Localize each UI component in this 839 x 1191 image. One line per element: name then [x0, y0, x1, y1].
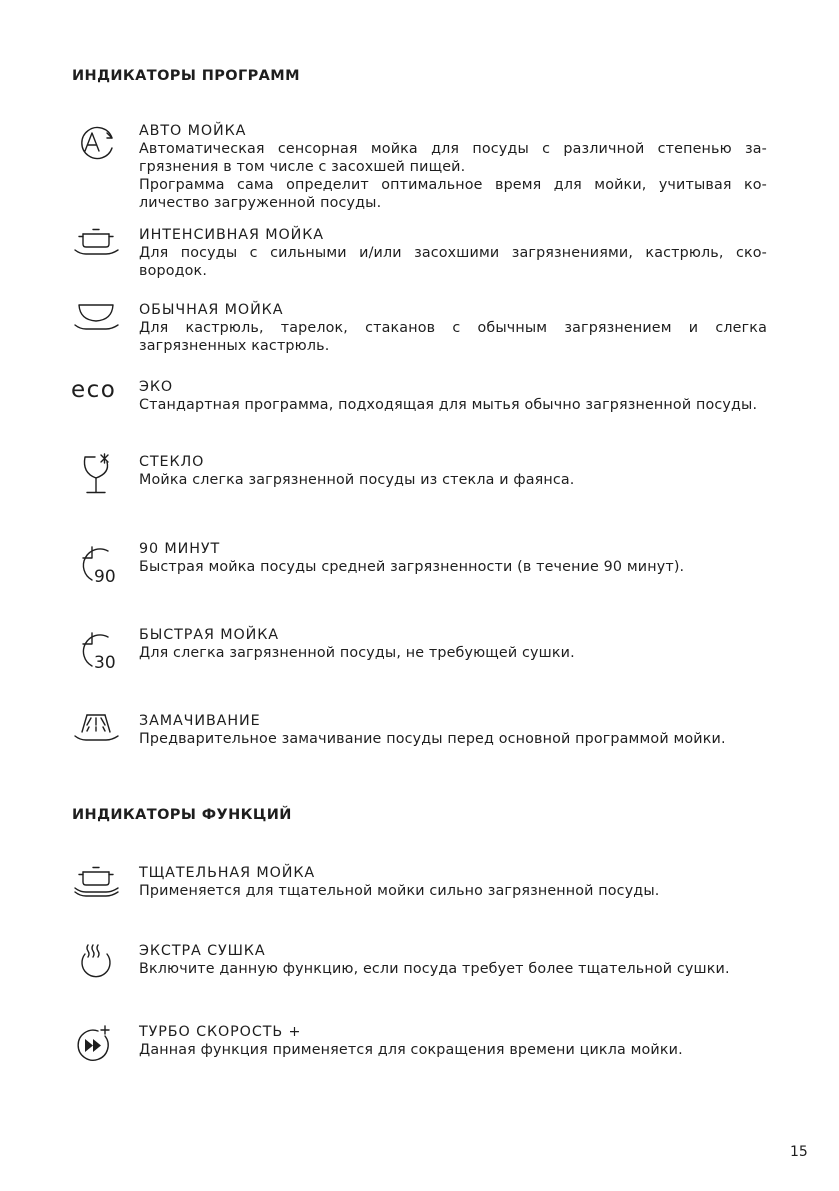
program-description: Быстрая мойка посуды средней загрязненности (в течение 90 минут). [139, 559, 685, 575]
function-title: ЭКСТРА СУШКА [139, 943, 266, 959]
intensive-wash-icon [72, 226, 124, 270]
program-description: Предварительное замачивание посуды перед основной программой мойки. [139, 731, 726, 747]
function-description: Включите данную функцию, если посуда требует более тщательной сушки. [139, 961, 730, 977]
program-description: Для кастрюль, тарелок, стаканов с обычным загрязнением и слегка загрязненных кастрюль. [139, 320, 767, 354]
program-title: ЭКО [139, 379, 174, 395]
glass-icon [72, 453, 124, 497]
program-description: Мойка слегка загрязненной посуды из стекла и фаянса. [139, 472, 575, 488]
function-description: Данная функция применяется для сокращения времени цикла мойки. [139, 1042, 683, 1058]
program-title: ОБЫЧНАЯ МОЙКА [139, 302, 284, 318]
clock-30-label: 30 [94, 653, 116, 673]
auto-wash-icon [72, 122, 124, 166]
page-number: 15 [790, 1144, 808, 1160]
eco-icon-label: eco [71, 377, 117, 403]
program-title: ИНТЕНСИВНАЯ МОЙКА [139, 227, 324, 243]
function-title: ТЩАТЕЛЬНАЯ МОЙКА [139, 865, 316, 881]
program-title: 90 МИНУТ [139, 541, 221, 557]
function-title: ТУРБО СКОРОСТЬ + [139, 1024, 302, 1040]
program-description: Для слегка загрязненной посуды, не требующей сушки. [139, 645, 575, 661]
normal-wash-icon [72, 301, 124, 345]
clock-90-icon [72, 540, 124, 587]
clock-90-label: 90 [94, 567, 116, 587]
program-description: Стандартная программа, подходящая для мытья обычно загрязненной посуды. [139, 397, 758, 413]
clock-30-icon [72, 626, 124, 673]
functions-heading: ИНДИКАТОРЫ ФУНКЦИЙ [72, 807, 292, 823]
eco-icon [72, 378, 124, 422]
soak-icon [72, 712, 124, 756]
function-description: Применяется для тщательной мойки сильно загрязненной посуды. [139, 883, 660, 899]
program-title: СТЕКЛО [139, 454, 205, 470]
thorough-wash-icon [72, 864, 124, 908]
program-title: ЗАМАЧИВАНИЕ [139, 713, 261, 729]
program-description: Для посуды с сильными и/или засохшими загрязнениями, кастрюль, ско-вородок. [139, 245, 767, 279]
extra-dry-icon [72, 942, 124, 986]
program-title: АВТО МОЙКА [139, 123, 247, 139]
program-description: Программа сама определит оптимальное время для мойки, учитывая ко-личество загруженной посуды. [139, 177, 767, 211]
turbo-speed-icon [72, 1023, 124, 1067]
programs-heading: ИНДИКАТОРЫ ПРОГРАММ [72, 68, 300, 84]
program-title: БЫСТРАЯ МОЙКА [139, 627, 279, 643]
program-description: Автоматическая сенсорная мойка для посуды с различной степенью за-грязнения в том числе с засохшей пищей. [139, 141, 767, 175]
